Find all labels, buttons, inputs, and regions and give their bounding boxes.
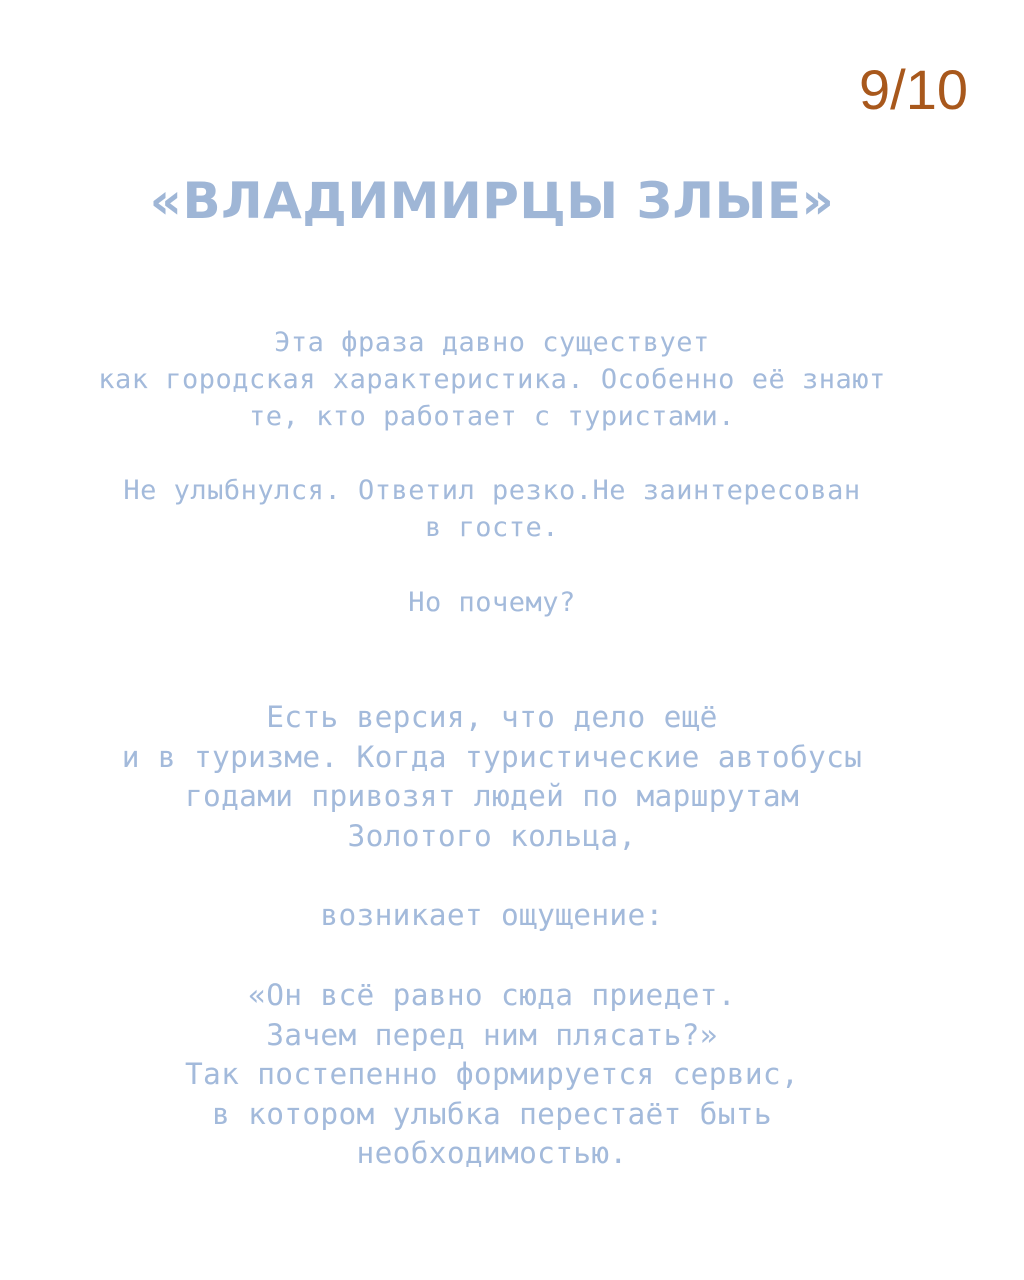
page-number: 9/10	[859, 58, 968, 121]
paragraph-version: Есть версия, что дело ещё и в туризме. Когда туристические автобусы годами привозят людей по маршрутам Золотого кольца,	[121, 700, 863, 853]
paragraph-question: Но почему?	[408, 587, 576, 618]
paragraph-feeling: возникает ощущение:	[320, 898, 664, 932]
paragraph-behavior: Не улыбнулся. Ответил резко.Не заинтересован в госте.	[123, 475, 861, 543]
paragraph-quote: «Он всё равно сюда приедет. Зачем перед ним плясать?» Так постепенно формируется сервис, в котором улыбка перестаёт быть необходимостью.	[184, 978, 800, 1170]
paragraph-intro: Эта фраза давно существует как городская характеристика. Особенно её знают те, кто работает с туристами.	[98, 327, 886, 432]
slide-title: «ВЛАДИМИРЦЫ ЗЛЫЕ»	[149, 172, 835, 230]
